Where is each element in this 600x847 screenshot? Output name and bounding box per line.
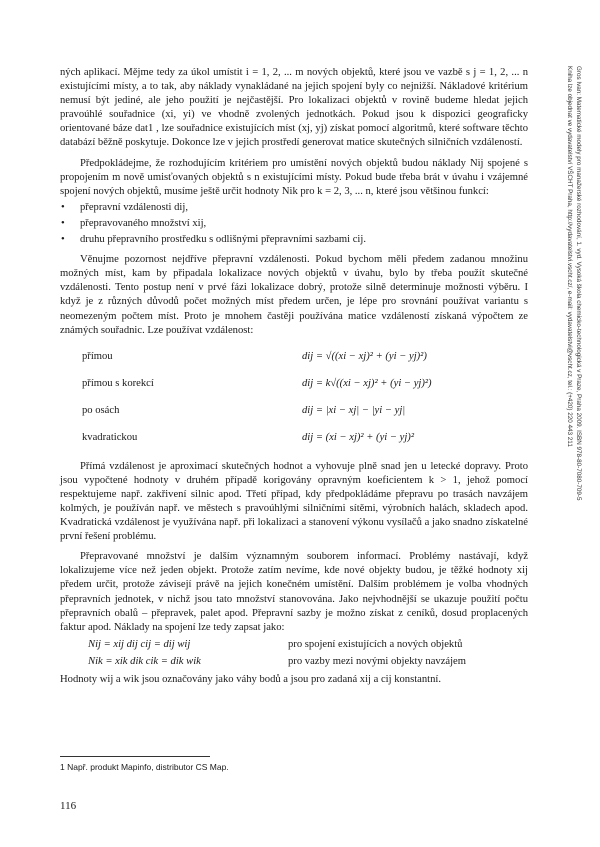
- footnote: 1 Např. produkt Mapinfo, distributor CS Map.: [60, 762, 229, 772]
- citation-line-1: Gros Ivan: Matematické modely pro manažerské rozhodování, 1. vyd. Vysoká škola chemicko-technologická v Praze, Praha 2009. ISBN 978-80-7080-709-5: [575, 66, 582, 501]
- formula-row: [60, 371, 528, 398]
- bullet-item: • přepravní vzdálenosti dij,: [60, 201, 528, 215]
- footnote-divider: [60, 756, 210, 757]
- paragraph-5: Přepravované množství je dalším významným souborem informací. Problémy nastávají, když lokalizujeme více než jeden objekt. Protože zatím nevíme, kde nové objekty budou, je těžké hodnoty xij předem určit, protože závisejí právě na jejich konečném umístění. Dalším problémem je volba vhodných přepravních jednotek, v nichž jsou tato množství stanovována. Jako nejvhodnější se ukazuje použití počtu přepravních obalů – přepravek, palet apod. Přepravní sazby je možno získat z ceníků, dosud proplacených faktur apod. Náklady na spojení lze tedy zapsat jako:: [60, 551, 528, 633]
- paragraph-6: Hodnoty wij a wik jsou označovány jako váhy bodů a jsou pro zadaná xij a cij konstantní.: [60, 674, 441, 685]
- paragraph-2: Předpokládejme, že rozhodujícím kritériem pro umístění nových objektů budou náklady Nij spojené s propojením m nově umisťovaných objektů s n existujícími místy. Pokud bude třeba brát v úvahu i vzájemné spojení nových objektů, musíme ještě určit hodnoty Nik pro k = 2, 3, ... n, které jsou většinou funkcí:: [60, 157, 528, 197]
- formula-expression: dij = |xi − xj| − |yi − yj|: [302, 405, 406, 417]
- paragraph-4: Přímá vzdálenost je aproximací skutečných hodnot a vyhovuje plně snad jen u letecké dopravy. Proto jsou vypočtené hodnoty v druhém případě korigovány opravným koeficientem k > 1, jehož pomocí respektujeme např. zakřivení silnic apod. Třetí případ, kdy předpokládáme přepravu po trasách navzájem kolmých, je používán např. ve městech s pravoúhlými silničními sítěmi, výrobních halách, skladech apod. Kvadratická vzdálenost je využívána např. při lokalizaci a stanovení výkonu vysílačů a jako snadno získatelné první řešení problému.: [60, 460, 528, 543]
- formula-label: přímou s korekcí: [82, 378, 154, 390]
- page-number: 116: [60, 800, 77, 812]
- paragraph-3: Věnujme pozornost nejdříve přepravní vzdálenosti. Pokud bychom měli předem zadanou množinu možných míst, kam by připadala lokalizace nových objektů v úvahu, bylo by třeba použít skutečné vzdálenosti. Tento postup není v prvé fázi lokalizace dobrý, protože silně determinuje možnosti výběru. I když je z různých důvodů počet možných míst předem určen, je lépe pro srovnání používat variantu s neomezeným počtem míst. Proto je mnohem častěji používána matice vzdáleností získaná výpočtem ze známých souřadnic. Lze používat vzdálenost:: [60, 254, 528, 336]
- cost-equation: Nik = xik dik cik = dik wik: [88, 655, 201, 667]
- formula-row: [60, 398, 528, 425]
- bullet-item: • přepravovaného množství xij,: [60, 217, 528, 231]
- formula-expression: dij = √((xi − xj)² + (yi − yj)²): [302, 351, 427, 363]
- distance-formulas: [60, 344, 528, 452]
- formula-expression: dij = k√((xi − xj)² + (yi − yj)²): [302, 378, 432, 390]
- formula-label: kvadratickou: [82, 432, 138, 444]
- formula-row: [60, 344, 528, 371]
- cost-relation-row: [60, 638, 528, 652]
- side-margin-citation: [547, 66, 583, 586]
- formula-expression: dij = (xi − xj)² + (yi − yj)²: [302, 432, 415, 444]
- cost-equation: Nij = xij dij cij = dij wij: [88, 638, 191, 650]
- bullet-item: • druhu přepravního prostředku s odlišnými přepravními sazbami cij.: [60, 233, 528, 247]
- cost-description: pro vazby mezi novými objekty navzájem: [288, 655, 466, 667]
- page-body: [60, 66, 528, 687]
- citation-line-2: Kniha lze objednat ve vydavatelství VŠCHT Praha, http://vydavatelstvi.vscht.cz/, e-mail: vydavatelstvi@vscht.cz, tel.: (+420) 220 443 211: [566, 66, 573, 447]
- cost-relation-row: [60, 655, 528, 669]
- formula-label: po osách: [82, 405, 120, 417]
- cost-description: pro spojení existujících a nových objektů: [288, 638, 463, 650]
- formula-row: [60, 425, 528, 452]
- paragraph-1: ných aplikací. Mějme tedy za úkol umístit i = 1, 2, ... m nových objektů, které jsou ve vazbě s j = 1, 2, ... n existujícími místy, a to tak, aby náklady vynakládané na jejich spojení byly co nejnižší. Nákladové kritérium nemusí být jediné, ale jeho použití je nejčastější. Pro lokalizaci objektů v rovině budeme hledat jejich pravoúhlé souřadnice (xi, yi) ve vhodně zvolených jednotkách. Pokud jsou k dispozici geograficky orientované báze dat1 , lze souřadnice existujících míst (xj, yj) získat pomocí algoritmů, které software těchto databází běžně poskytuje. Dokonce lze v jejich prostředí generovat matice skutečných silničních vzdáleností.: [60, 67, 528, 149]
- bullet-list: [60, 201, 528, 247]
- formula-label: přímou: [82, 351, 113, 363]
